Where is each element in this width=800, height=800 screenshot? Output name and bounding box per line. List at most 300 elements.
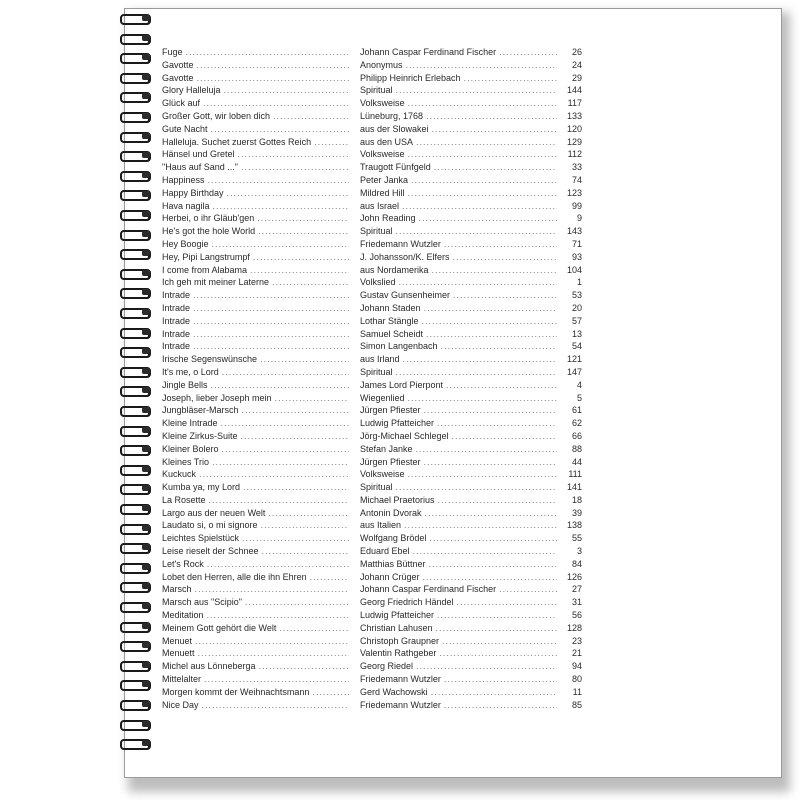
spiral-ring — [118, 365, 150, 377]
dot-leader — [404, 519, 557, 532]
song-title: Meinem Gott gehört die Welt — [162, 622, 277, 633]
dot-leader — [253, 251, 349, 264]
dot-leader — [213, 200, 349, 213]
dot-leader — [422, 315, 557, 328]
song-title: Hey, Pipi Langstrumpf — [162, 251, 250, 262]
dot-leader — [416, 136, 557, 149]
toc-row — [162, 417, 582, 430]
song-title: "Haus auf Sand ..." — [162, 162, 238, 173]
spiral-ring — [118, 326, 150, 338]
toc-composer-cell — [360, 353, 560, 366]
spiral-ring — [118, 286, 150, 298]
page-number: 29 — [571, 72, 582, 83]
dot-leader — [243, 481, 349, 494]
dot-leader — [457, 596, 557, 609]
dot-leader — [444, 673, 557, 686]
dot-leader — [453, 289, 557, 302]
composer: Spiritual — [360, 85, 393, 96]
toc-composer-cell — [360, 519, 560, 532]
toc-title-cell — [162, 353, 352, 366]
dot-leader — [197, 72, 349, 85]
toc-row — [162, 392, 582, 405]
dot-leader — [416, 443, 557, 456]
composer: Samuel Scheidt — [360, 328, 424, 339]
song-title: Irische Segenswünsche — [162, 354, 258, 365]
song-title: Kleine Zirkus-Suite — [162, 430, 238, 441]
toc-title-cell — [162, 340, 352, 353]
toc-composer-cell — [360, 84, 560, 97]
page-number: 93 — [571, 251, 582, 262]
toc-title-cell — [162, 72, 352, 85]
toc-title-cell — [162, 417, 352, 430]
dot-leader — [275, 392, 349, 405]
page-number: 53 — [571, 290, 582, 301]
toc-title-cell — [162, 136, 352, 149]
toc-title-cell — [162, 443, 352, 456]
toc-title-cell — [162, 583, 352, 596]
spiral-ring — [118, 247, 150, 259]
dot-leader — [444, 699, 557, 712]
spiral-ring — [118, 443, 150, 455]
composer: Matthias Büttner — [360, 558, 426, 569]
song-title: Marsch aus "Scipio" — [162, 597, 242, 608]
page-number: 61 — [571, 405, 582, 416]
toc-row — [162, 481, 582, 494]
dot-leader — [406, 59, 557, 72]
dot-leader — [195, 583, 349, 596]
song-title: Glück auf — [162, 98, 201, 109]
song-title: Jungbläser-Marsch — [162, 405, 239, 416]
toc-composer-cell — [360, 379, 560, 392]
spiral-ring — [118, 522, 150, 534]
dot-leader — [403, 353, 557, 366]
toc-row — [162, 46, 582, 59]
toc-row — [162, 494, 582, 507]
toc-composer-cell — [360, 59, 560, 72]
toc-row — [162, 609, 582, 622]
dot-leader — [396, 84, 557, 97]
toc-title-cell — [162, 200, 352, 213]
composer: Georg Riedel — [360, 661, 414, 672]
song-title: Meditation — [162, 610, 204, 621]
page-number: 66 — [571, 430, 582, 441]
composer: Anonymus — [360, 59, 403, 70]
page-number: 85 — [571, 699, 582, 710]
composer: Peter Janka — [360, 174, 409, 185]
page-number: 39 — [571, 507, 582, 518]
page-number: 5 — [576, 392, 582, 403]
dot-leader — [238, 148, 349, 161]
song-title: He's got the hole World — [162, 226, 256, 237]
page-number: 143 — [566, 226, 582, 237]
toc-composer-cell — [360, 532, 560, 545]
song-title: Happy Birthday — [162, 187, 224, 198]
song-title: Hey Boogie — [162, 238, 209, 249]
spiral-ring — [118, 463, 150, 475]
composer: Philipp Heinrich Erlebach — [360, 72, 461, 83]
toc-row — [162, 84, 582, 97]
song-title: Glory Halleluja — [162, 85, 221, 96]
toc-title-cell — [162, 468, 352, 481]
dot-leader — [258, 225, 349, 238]
toc-composer-cell — [360, 596, 560, 609]
dot-leader — [437, 417, 557, 430]
composer: Christian Lahusen — [360, 622, 433, 633]
composer: aus Irland — [360, 354, 400, 365]
page-number: 133 — [566, 110, 582, 121]
composer: Spiritual — [360, 226, 393, 237]
page-number: 1 — [576, 277, 582, 288]
toc-row — [162, 161, 582, 174]
toc-title-cell — [162, 276, 352, 289]
page-number: 18 — [571, 494, 582, 505]
toc-title-cell — [162, 238, 352, 251]
toc-composer-cell — [360, 686, 560, 699]
toc-title-cell — [162, 404, 352, 417]
song-title: Nice Day — [162, 699, 199, 710]
composer: Wolfgang Brödel — [360, 533, 427, 544]
dot-leader — [203, 97, 349, 110]
toc-row — [162, 404, 582, 417]
page-number: 27 — [571, 584, 582, 595]
toc-title-cell — [162, 507, 352, 520]
dot-leader — [408, 148, 557, 161]
spiral-ring — [118, 384, 150, 396]
page-number: 84 — [571, 558, 582, 569]
page-number: 80 — [571, 674, 582, 685]
toc-composer-cell — [360, 276, 560, 289]
toc-title-cell — [162, 97, 352, 110]
dot-leader — [396, 225, 557, 238]
toc-title-cell — [162, 456, 352, 469]
song-title: Hava nagila — [162, 200, 210, 211]
toc-composer-cell — [360, 635, 560, 648]
toc-title-cell — [162, 392, 352, 405]
dot-leader — [434, 161, 557, 174]
toc-title-cell — [162, 187, 352, 200]
toc-title-cell — [162, 148, 352, 161]
composer: Spiritual — [360, 482, 393, 493]
spiral-ring — [118, 32, 150, 44]
spiral-ring — [118, 502, 150, 514]
dot-leader — [204, 673, 349, 686]
song-title: Herbei, o ihr Gläub'gen — [162, 213, 255, 224]
composer: aus Italien — [360, 520, 402, 531]
toc-title-cell — [162, 660, 352, 673]
dot-leader — [424, 456, 557, 469]
toc-title-cell — [162, 430, 352, 443]
dot-leader — [211, 379, 349, 392]
toc-title-cell — [162, 545, 352, 558]
composer: Volkslied — [360, 277, 396, 288]
dot-leader — [429, 532, 557, 545]
spiral-ring — [118, 659, 150, 671]
toc-title-cell — [162, 686, 352, 699]
spiral-ring — [118, 404, 150, 416]
toc-row — [162, 699, 582, 712]
toc-title-cell — [162, 673, 352, 686]
composer: Wiegenlied — [360, 392, 405, 403]
composer: Jürgen Pfiester — [360, 456, 421, 467]
toc-row — [162, 123, 582, 136]
spiral-ring — [118, 718, 150, 730]
dot-leader — [442, 635, 557, 648]
toc-composer-cell — [360, 430, 560, 443]
composer: Jürgen Pfiester — [360, 405, 421, 416]
composer: Johann Crüger — [360, 571, 420, 582]
dot-leader — [208, 174, 349, 187]
toc-composer-cell — [360, 545, 560, 558]
dot-leader — [209, 494, 349, 507]
spiral-ring — [118, 188, 150, 200]
toc-row — [162, 583, 582, 596]
dot-leader — [207, 609, 349, 622]
composer: Volksweise — [360, 469, 405, 480]
dot-leader — [310, 571, 349, 584]
song-title: Intrade — [162, 328, 191, 339]
toc-composer-cell — [360, 161, 560, 174]
toc-row — [162, 315, 582, 328]
toc-row — [162, 251, 582, 264]
toc-composer-cell — [360, 481, 560, 494]
page-number: 3 — [576, 546, 582, 557]
song-title: Let's Rock — [162, 558, 204, 569]
spiral-ring — [118, 51, 150, 63]
song-title: Happiness — [162, 174, 205, 185]
dot-leader — [408, 392, 557, 405]
page-number: 138 — [566, 520, 582, 531]
page-number: 24 — [571, 59, 582, 70]
toc-title-cell — [162, 519, 352, 532]
spiral-ring — [118, 678, 150, 690]
toc-composer-cell — [360, 392, 560, 405]
page-number: 11 — [572, 686, 582, 697]
toc-row — [162, 379, 582, 392]
toc-composer-cell — [360, 110, 560, 123]
dot-leader — [211, 123, 349, 136]
dot-leader — [207, 558, 349, 571]
page-number: 71 — [571, 238, 582, 249]
page-number: 94 — [571, 661, 582, 672]
spiral-ring — [118, 208, 150, 220]
dot-leader — [429, 558, 557, 571]
toc-row — [162, 507, 582, 520]
toc-title-cell — [162, 558, 352, 571]
dot-leader — [257, 212, 349, 225]
spiral-ring — [118, 561, 150, 573]
toc-composer-cell — [360, 97, 560, 110]
toc-row — [162, 302, 582, 315]
dot-leader — [197, 59, 349, 72]
spiral-ring — [118, 424, 150, 436]
composer: Lüneburg, 1768 — [360, 110, 424, 121]
spiral-ring — [118, 12, 150, 24]
page-number: 147 — [566, 366, 582, 377]
toc-row — [162, 622, 582, 635]
page-number: 57 — [571, 315, 582, 326]
page-number: 104 — [566, 264, 582, 275]
toc-title-cell — [162, 46, 352, 59]
song-title: Kleine Intrade — [162, 418, 218, 429]
dot-leader — [212, 456, 349, 469]
toc-composer-cell — [360, 46, 560, 59]
toc-title-cell — [162, 328, 352, 341]
song-title: Leichtes Spielstück — [162, 533, 240, 544]
dot-leader — [198, 647, 349, 660]
dot-leader — [423, 571, 557, 584]
toc-row — [162, 225, 582, 238]
spiral-ring — [118, 267, 150, 279]
dot-leader — [408, 468, 557, 481]
spiral-ring — [118, 306, 150, 318]
toc-composer-cell — [360, 174, 560, 187]
toc-row — [162, 443, 582, 456]
page-number: 117 — [567, 98, 582, 109]
toc-title-cell — [162, 212, 352, 225]
spiral-ring — [118, 541, 150, 553]
dot-leader — [438, 494, 557, 507]
composer: James Lord Pierpont — [360, 379, 444, 390]
toc-composer-cell — [360, 571, 560, 584]
toc-row — [162, 72, 582, 85]
composer: Friedemann Wutzler — [360, 699, 441, 710]
spiral-ring — [118, 345, 150, 357]
toc-title-cell — [162, 59, 352, 72]
toc-composer-cell — [360, 417, 560, 430]
toc-row — [162, 276, 582, 289]
song-title: Kleines Trio — [162, 456, 210, 467]
composer: Volksweise — [360, 149, 405, 160]
toc-title-cell — [162, 264, 352, 277]
dot-leader — [408, 187, 557, 200]
toc-composer-cell — [360, 456, 560, 469]
toc-row — [162, 353, 582, 366]
toc-composer-cell — [360, 443, 560, 456]
dot-leader — [279, 622, 349, 635]
composer: Ludwig Pfatteicher — [360, 418, 435, 429]
song-title: Halleluja. Suchet zuerst Gottes Reich — [162, 136, 312, 147]
dot-leader — [446, 379, 557, 392]
page-number: 62 — [571, 418, 582, 429]
toc-composer-cell — [360, 238, 560, 251]
toc-row — [162, 545, 582, 558]
song-title: Menuett — [162, 648, 195, 659]
composer: Gerd Wachowski — [360, 686, 428, 697]
page-number: 123 — [566, 187, 582, 198]
toc-composer-cell — [360, 136, 560, 149]
song-title: Intrade — [162, 290, 191, 301]
composer: Johann Caspar Ferdinand Fischer — [360, 584, 497, 595]
song-title: It's me, o Lord — [162, 366, 219, 377]
dot-leader — [199, 468, 349, 481]
toc-row — [162, 289, 582, 302]
song-title: Intrade — [162, 302, 191, 313]
song-title: Menuet — [162, 635, 193, 646]
dot-leader — [426, 328, 557, 341]
toc-title-cell — [162, 110, 352, 123]
spiral-ring — [118, 737, 150, 749]
song-title: Intrade — [162, 341, 191, 352]
toc-row — [162, 187, 582, 200]
dot-leader — [272, 276, 349, 289]
dot-leader — [408, 97, 557, 110]
toc-row — [162, 174, 582, 187]
composer: Eduard Ebel — [360, 546, 410, 557]
page-number: 74 — [571, 174, 582, 185]
toc-row — [162, 136, 582, 149]
song-title: Morgen kommt der Weihnachtsmann — [162, 686, 310, 697]
song-title: La Rosette — [162, 494, 206, 505]
page-number: 54 — [571, 341, 582, 352]
dot-leader — [424, 302, 557, 315]
spiral-ring — [118, 90, 150, 102]
dot-leader — [193, 289, 349, 302]
page-number: 20 — [571, 302, 582, 313]
toc-title-cell — [162, 647, 352, 660]
spiral-ring — [118, 169, 150, 181]
song-title: Michel aus Lönneberga — [162, 661, 256, 672]
composer: Antonin Dvorak — [360, 507, 422, 518]
song-title: Mittelalter — [162, 674, 202, 685]
toc-composer-cell — [360, 583, 560, 596]
song-title: Großer Gott, wir loben dich — [162, 110, 271, 121]
dot-leader — [193, 315, 349, 328]
composer: Johann Staden — [360, 302, 421, 313]
dot-leader — [411, 174, 557, 187]
spiral-ring — [118, 639, 150, 651]
toc-composer-cell — [360, 494, 560, 507]
toc-title-cell — [162, 622, 352, 635]
toc-composer-cell — [360, 123, 560, 136]
dot-leader — [464, 72, 557, 85]
toc-title-cell — [162, 174, 352, 187]
dot-leader — [195, 635, 349, 648]
dot-leader — [202, 699, 349, 712]
dot-leader — [245, 596, 349, 609]
page-number: 55 — [571, 533, 582, 544]
page-number: 111 — [568, 469, 582, 480]
toc-row — [162, 212, 582, 225]
dot-leader — [224, 84, 349, 97]
toc-composer-cell — [360, 340, 560, 353]
song-title: Kuckuck — [162, 469, 197, 480]
toc-row — [162, 635, 582, 648]
table-of-contents — [162, 46, 582, 711]
dot-leader — [193, 340, 349, 353]
dot-leader — [399, 276, 557, 289]
toc-row — [162, 660, 582, 673]
toc-composer-cell — [360, 302, 560, 315]
page-number: 126 — [566, 571, 582, 582]
toc-composer-cell — [360, 289, 560, 302]
dot-leader — [453, 251, 557, 264]
dot-leader — [193, 328, 349, 341]
toc-row — [162, 532, 582, 545]
toc-composer-cell — [360, 72, 560, 85]
composer: Michael Praetorius — [360, 494, 435, 505]
toc-title-cell — [162, 609, 352, 622]
toc-title-cell — [162, 532, 352, 545]
dot-leader — [419, 212, 557, 225]
toc-row — [162, 456, 582, 469]
song-title: Ich geh mit meiner Laterne — [162, 277, 270, 288]
dot-leader — [242, 404, 349, 417]
page-number: 21 — [571, 648, 582, 659]
toc-row — [162, 264, 582, 277]
composer: Spiritual — [360, 366, 393, 377]
dot-leader — [444, 238, 557, 251]
song-title: Largo aus der neuen Welt — [162, 507, 266, 518]
